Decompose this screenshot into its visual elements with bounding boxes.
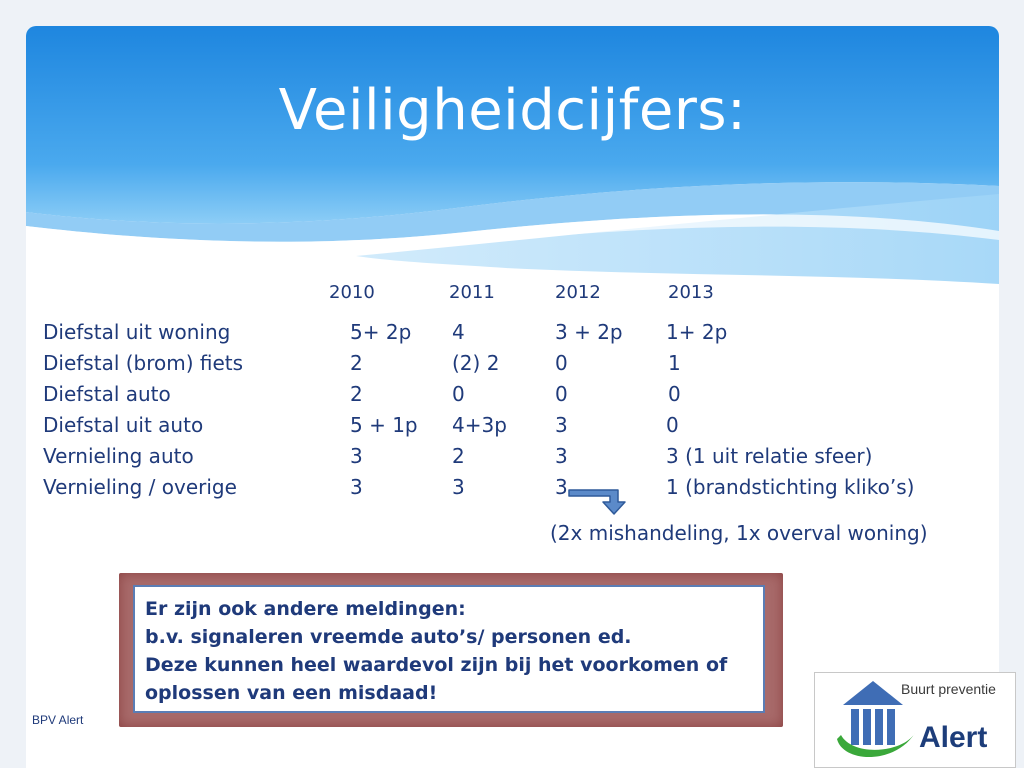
table-cell: 2 (350, 351, 363, 375)
row-label: Diefstal (brom) fiets (43, 351, 244, 375)
table-cell: 0 (555, 351, 568, 375)
table-cell: 2 (350, 382, 363, 406)
table-cell: 1 (668, 351, 681, 375)
table-cell: 2 (452, 444, 465, 468)
table-cell: 5 + 1p (350, 413, 418, 437)
table-cell: 1+ 2p (666, 320, 728, 344)
table-cell: 3 (350, 444, 363, 468)
note-line: b.v. signaleren vreemde auto’s/ personen ed. (145, 626, 632, 648)
table-cell: 0 (668, 382, 681, 406)
table-cell: 4+3p (452, 413, 507, 437)
note-line: Deze kunnen heel waardevol zijn bij het voorkomen of (145, 654, 728, 676)
row-label: Diefstal auto (43, 382, 171, 406)
table-cell: 0 (452, 382, 465, 406)
table-cell: 0 (555, 382, 568, 406)
table-cell: 3 (350, 475, 363, 499)
table-cell: 4 (452, 320, 465, 344)
note-line: Er zijn ook andere meldingen: (145, 598, 466, 620)
arrow-down-right-icon (568, 486, 632, 516)
table-cell: (2) 2 (452, 351, 500, 375)
note-box-frame (119, 573, 783, 727)
note-line: oplossen van een misdaad! (145, 682, 438, 704)
year-header-2011: 2011 (449, 282, 495, 303)
year-header-2012: 2012 (555, 282, 601, 303)
table-cell: 3 + 2p (555, 320, 623, 344)
row-label: Diefstal uit woning (43, 320, 231, 344)
buurt-preventie-logo (814, 672, 1016, 768)
year-header-2010: 2010 (329, 282, 375, 303)
row-label: Vernieling / overige (43, 475, 237, 499)
table-cell: 5+ 2p (350, 320, 412, 344)
footer-text: BPV Alert (32, 713, 84, 727)
table-cell: 3 (1 uit relatie sfeer) (666, 444, 873, 468)
table-cell: 3 (555, 475, 568, 499)
table-cell: 0 (666, 413, 679, 437)
note-box (133, 585, 765, 713)
table-cell: 3 (555, 413, 568, 437)
table-cell: 3 (555, 444, 568, 468)
table-cell: 3 (452, 475, 465, 499)
header-wave-background (26, 26, 999, 296)
table-cell: 1 (brandstichting kliko’s) (666, 475, 915, 499)
year-header-2013: 2013 (668, 282, 714, 303)
logo-subtitle: Buurt preventie (901, 681, 996, 697)
page-title: Veiligheidcijfers: (278, 78, 747, 143)
row-label: Vernieling auto (43, 444, 194, 468)
footnote-text: (2x mishandeling, 1x overval woning) (550, 521, 928, 545)
row-label: Diefstal uit auto (43, 413, 204, 437)
logo-title: Alert (919, 721, 988, 754)
